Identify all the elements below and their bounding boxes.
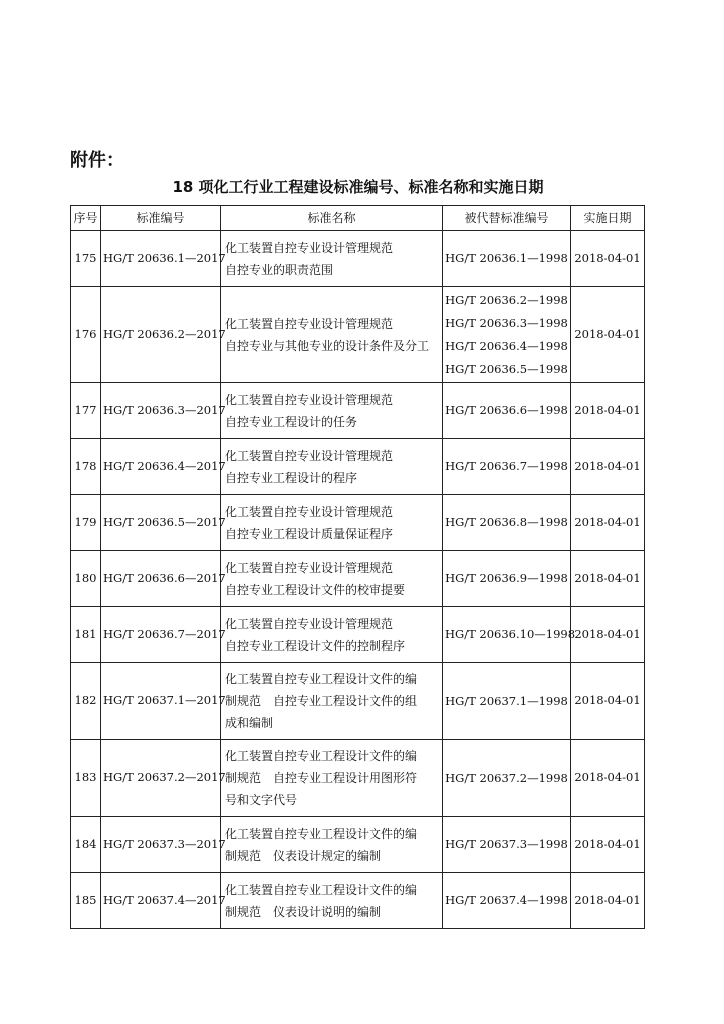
table-row (71, 383, 645, 439)
effective-date: 2018-04-01 (571, 495, 645, 551)
effective-date: 2018-04-01 (571, 439, 645, 495)
standard-name-line: 化工装置自控专业设计管理规范 (225, 392, 394, 407)
col-header-date: 实施日期 (571, 206, 645, 231)
replaced-standard-code: HG/T 20636.7—1998 (445, 459, 568, 473)
row-number: 177 (71, 383, 101, 439)
row-number: 178 (71, 439, 101, 495)
replaced-standard-code: HG/T 20636.9—1998 (445, 571, 568, 585)
standard-code: HG/T 20637.1—2017 (101, 663, 221, 740)
standard-code: HG/T 20636.2—2017 (101, 287, 221, 383)
replaced-standard-code: HG/T 20636.3—1998 (445, 315, 568, 330)
standard-code: HG/T 20637.2—2017 (101, 740, 221, 817)
table-row (71, 439, 645, 495)
standard-name-line: 化工装置自控专业工程设计文件的编 (225, 672, 418, 686)
standard-name (221, 663, 443, 740)
row-number: 185 (71, 873, 101, 929)
effective-date: 2018-04-01 (571, 287, 645, 383)
standard-name-line: 制规范 仪表设计规定的编制 (225, 848, 382, 863)
standard-name-line: 化工装置自控专业工程设计文件的编 (225, 749, 418, 763)
standard-code: HG/T 20636.7—2017 (101, 607, 221, 663)
col-header-code: 标准编号 (101, 206, 221, 231)
standard-name (221, 740, 443, 817)
replaced-standards (443, 873, 571, 929)
replaced-standard-code: HG/T 20636.5—1998 (445, 361, 568, 376)
replaced-standard-code: HG/T 20636.4—1998 (445, 338, 568, 353)
effective-date: 2018-04-01 (571, 663, 645, 740)
row-number: 180 (71, 551, 101, 607)
standard-name-line: 化工装置自控专业设计管理规范 (225, 616, 394, 631)
standard-code: HG/T 20636.6—2017 (101, 551, 221, 607)
replaced-standards (443, 740, 571, 817)
standard-name (221, 287, 443, 383)
standard-name-line: 自控专业工程设计的任务 (225, 414, 358, 429)
standard-name (221, 873, 443, 929)
standard-name-line: 化工装置自控专业设计管理规范 (225, 504, 394, 519)
standard-name-line: 制规范 自控专业工程设计用图形符 (225, 771, 418, 785)
standard-name-line: 化工装置自控专业设计管理规范 (225, 316, 394, 331)
standard-code: HG/T 20636.1—2017 (101, 231, 221, 287)
table-header-row (71, 206, 645, 231)
standard-name (221, 231, 443, 287)
table-row (71, 873, 645, 929)
row-number: 175 (71, 231, 101, 287)
standard-name-line: 化工装置自控专业设计管理规范 (225, 240, 394, 255)
standard-name-line: 化工装置自控专业设计管理规范 (225, 448, 394, 463)
replaced-standards (443, 551, 571, 607)
replaced-standards (443, 231, 571, 287)
standard-name (221, 551, 443, 607)
effective-date: 2018-04-01 (571, 873, 645, 929)
replaced-standard-code: HG/T 20637.4—1998 (445, 893, 568, 907)
effective-date: 2018-04-01 (571, 817, 645, 873)
standard-name-line: 制规范 仪表设计说明的编制 (225, 904, 382, 919)
standard-name (221, 383, 443, 439)
effective-date: 2018-04-01 (571, 551, 645, 607)
standard-code: HG/T 20637.4—2017 (101, 873, 221, 929)
col-header-replaces: 被代替标准编号 (443, 206, 571, 231)
effective-date: 2018-04-01 (571, 231, 645, 287)
col-header-name: 标准名称 (221, 206, 443, 231)
table-row (71, 495, 645, 551)
table-row (71, 551, 645, 607)
replaced-standards (443, 383, 571, 439)
replaced-standards (443, 663, 571, 740)
replaced-standard-code: HG/T 20637.3—1998 (445, 837, 568, 851)
col-header-no: 序号 (71, 206, 101, 231)
standard-name (221, 607, 443, 663)
row-number: 179 (71, 495, 101, 551)
standard-code: HG/T 20636.5—2017 (101, 495, 221, 551)
standard-code: HG/T 20637.3—2017 (101, 817, 221, 873)
standard-name-line: 自控专业工程设计的程序 (225, 470, 358, 485)
table-row (71, 663, 645, 740)
replaced-standards (443, 287, 571, 383)
standard-name-line: 自控专业的职责范围 (225, 262, 334, 277)
effective-date: 2018-04-01 (571, 383, 645, 439)
table-row (71, 817, 645, 873)
standard-name (221, 439, 443, 495)
table-row (71, 740, 645, 817)
replaced-standards (443, 439, 571, 495)
standard-name-line: 化工装置自控专业设计管理规范 (225, 560, 394, 575)
replaced-standard-code: HG/T 20636.1—1998 (445, 251, 568, 265)
table-row (71, 607, 645, 663)
standard-name-line: 制规范 自控专业工程设计文件的组 (225, 694, 418, 708)
standard-name-line: 自控专业工程设计文件的校审提要 (225, 582, 406, 597)
attachment-heading: 附件： (70, 150, 124, 171)
replaced-standards (443, 607, 576, 663)
document-title: 18 项化工行业工程建设标准编号、标准名称和实施日期 (172, 178, 544, 196)
standard-name (221, 817, 443, 873)
table-row (71, 287, 645, 383)
standard-name-line: 自控专业工程设计文件的控制程序 (225, 638, 406, 653)
replaced-standards (443, 817, 571, 873)
row-number: 184 (71, 817, 101, 873)
replaced-standard-code: HG/T 20636.8—1998 (445, 515, 568, 529)
row-number: 182 (71, 663, 101, 740)
row-number: 181 (71, 607, 101, 663)
standard-name (221, 495, 443, 551)
standard-name-line: 自控专业与其他专业的设计条件及分工 (225, 338, 430, 353)
row-number: 183 (71, 740, 101, 817)
standard-name-line: 化工装置自控专业工程设计文件的编 (225, 826, 418, 841)
standard-name-line: 化工装置自控专业工程设计文件的编 (225, 882, 418, 897)
standard-code: HG/T 20636.3—2017 (101, 383, 221, 439)
replaced-standard-code: HG/T 20636.6—1998 (445, 403, 568, 417)
replaced-standard-code: HG/T 20636.10—1998 (445, 627, 576, 641)
standard-name-line: 号和文字代号 (225, 793, 298, 807)
effective-date: 2018-04-01 (571, 740, 645, 817)
replaced-standard-code: HG/T 20636.2—1998 (445, 292, 568, 307)
standard-code: HG/T 20636.4—2017 (101, 439, 221, 495)
standard-name-line: 自控专业工程设计质量保证程序 (225, 526, 394, 541)
replaced-standards (443, 495, 571, 551)
row-number: 176 (71, 287, 101, 383)
replaced-standard-code: HG/T 20637.2—1998 (445, 770, 568, 785)
standards-table (70, 205, 645, 929)
table-row (71, 231, 645, 287)
replaced-standard-code: HG/T 20637.1—1998 (445, 693, 568, 708)
standard-name-line: 成和编制 (225, 716, 274, 730)
effective-date: 2018-04-01 (571, 607, 645, 663)
